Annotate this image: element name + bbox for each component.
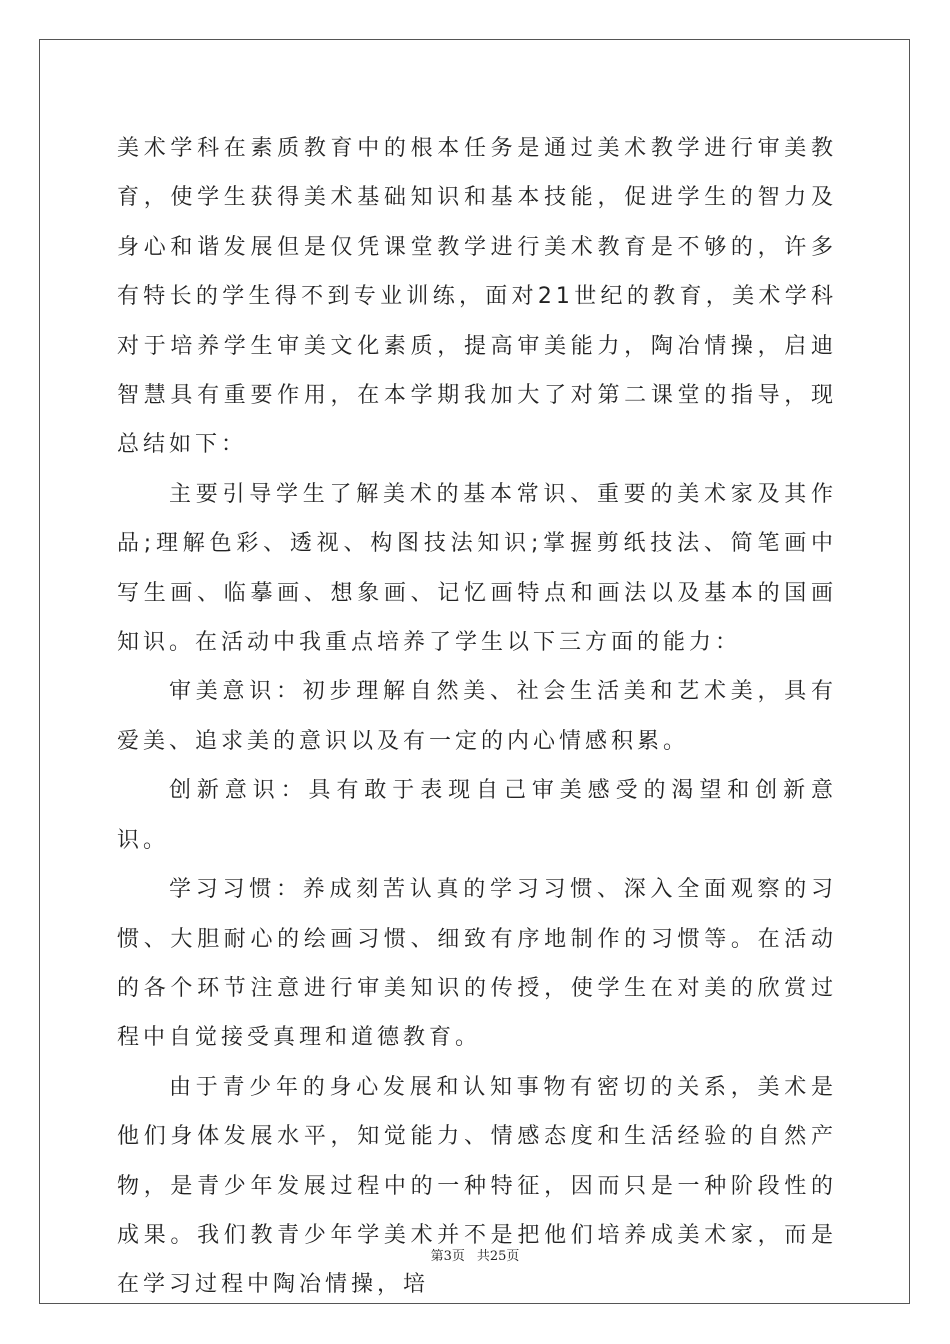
document-body [117, 124, 837, 1310]
page-number: 第3页 [430, 1249, 465, 1264]
paragraph-innovation-awareness: 创新意识：具有敢于表现自己审美感受的渴望和创新意识。 [117, 778, 837, 853]
page-footer [0, 1245, 950, 1264]
page-total: 共25页 [476, 1249, 520, 1264]
paragraph-aesthetic-awareness: 审美意识：初步理解自然美、社会生活美和艺术美，具有爱美、追求美的意识以及有一定的内心情感积累。 [117, 679, 837, 754]
paragraph-intro: 美术学科在素质教育中的根本任务是通过美术教学进行审美教育，使学生获得美术基础知识和基本技能，促进学生的智力及身心和谐发展但是仅凭课堂教学进行美术教育是不够的，许多有特长的学生得不到专业训练，面对21世纪的教育，美术学科对于培养学生审美文化素质，提高审美能力，陶冶情操，启迪智慧具有重要作用，在本学期我加大了对第二课堂的指导，现总结如下： [117, 136, 837, 458]
paragraph-content-overview: 主要引导学生了解美术的基本常识、重要的美术家及其作品;理解色彩、透视、构图技法知识;掌握剪纸技法、简笔画中写生画、临摹画、想象画、记忆画特点和画法以及基本的国画知识。在活动中我重点培养了学生以下三方面的能力： [117, 481, 837, 656]
paragraph-youth-development: 由于青少年的身心发展和认知事物有密切的关系，美术是他们身体发展水平，知觉能力、情感态度和生活经验的自然产物，是青少年发展过程中的一种特征，因而只是一种阶段性的成果。我们教青少年学美术并不是把他们培养成美术家，而是在学习过程中陶冶情操，培 [117, 1074, 837, 1298]
paragraph-study-habits: 学习习惯：养成刻苦认真的学习习惯、深入全面观察的习惯、大胆耐心的绘画习惯、细致有序地制作的习惯等。在活动的各个环节注意进行审美知识的传授，使学生在对美的欣赏过程中自觉接受真理和道德教育。 [117, 877, 837, 1051]
